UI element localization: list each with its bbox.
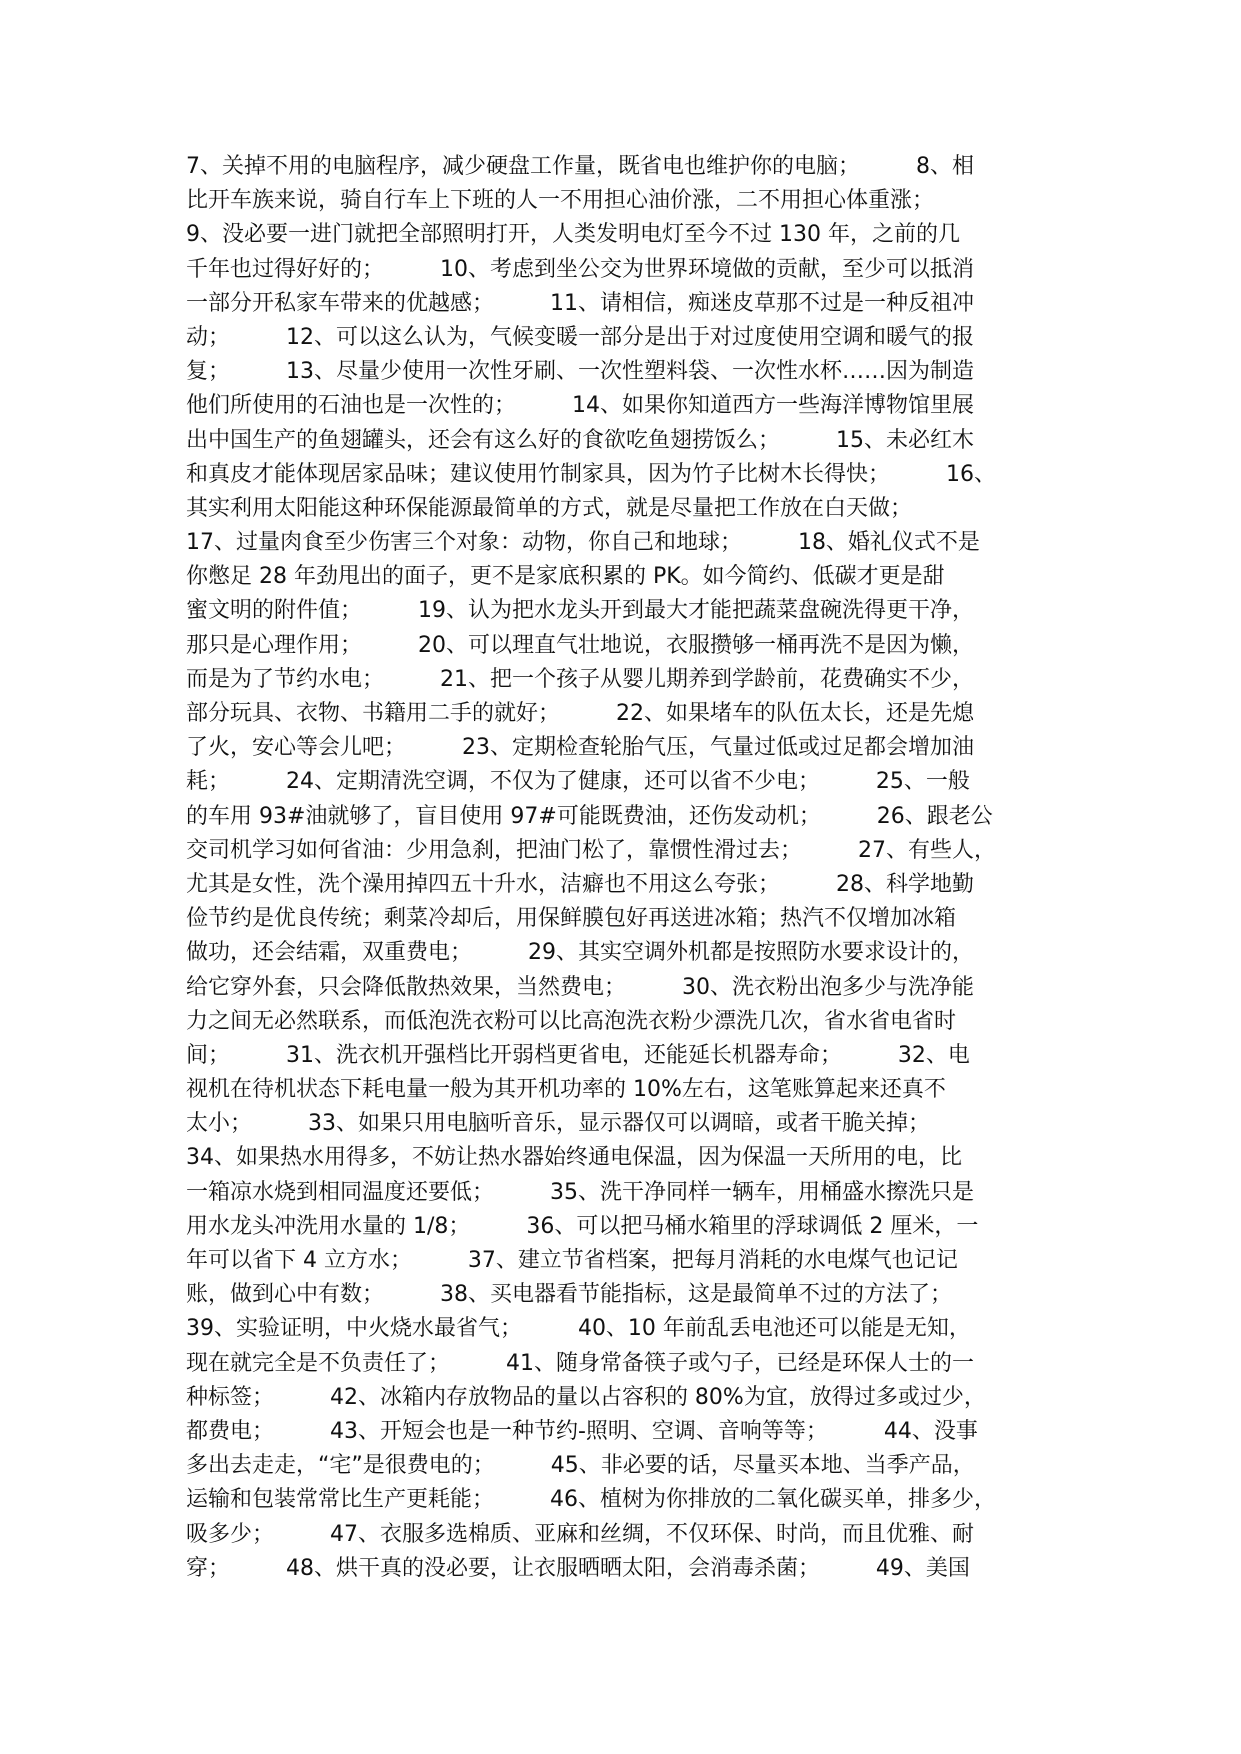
text-line: 都费电； 43、开短会也是一种节约-照明、空调、音响等等； 44、没事 [186, 1418, 978, 1444]
text-line: 9、没必要一进门就把全部照明打开，人类发明电灯至今不过 130 年，之前的几 [186, 222, 960, 248]
text-line: 用水龙头冲洗用水量的 1/8； 36、可以把马桶水箱里的浮球调低 2 厘米，一 [186, 1213, 979, 1239]
text-line: 尤其是女性，洗个澡用掉四五十升水，洁癖也不用这么夸张； 28、科学地勤 [186, 871, 974, 897]
text-line: 交司机学习如何省油：少用急刹，把油门松了，靠惯性滑过去； 27、有些人， [186, 837, 996, 863]
text-line: 俭节约是优良传统；剩菜冷却后，用保鲜膜包好再送进冰箱；热汽不仅增加冰箱 [186, 906, 957, 932]
text-line: 34、如果热水用得多，不妨让热水器始终通电保温，因为保温一天所用的电，比 [186, 1145, 962, 1171]
text-line: 种标签； 42、冰箱内存放物品的量以占容积的 80%为宜，放得过多或过少， [186, 1384, 986, 1410]
text-line: 一箱凉水烧到相同温度还要低； 35、洗干净同样一辆车，用桶盛水擦洗只是 [186, 1179, 974, 1205]
text-line: 年可以省下 4 立方水； 37、建立节省档案，把每月消耗的水电煤气也记记 [186, 1248, 958, 1273]
text-line: 账，做到心中有数； 38、买电器看节能指标，这是最简单不过的方法了； [186, 1282, 952, 1308]
text-line: 复； 13、尽量少使用一次性牙刷、一次性塑料袋、一次性水杯……因为制造 [186, 359, 974, 385]
text-line: 和真皮才能体现居家品味；建议使用竹制家具，因为竹子比树木长得快； 16、 [186, 461, 996, 487]
text-line: 17、过量肉食至少伤害三个对象：动物，你自己和地球； 18、婚礼仪式不是 [186, 530, 980, 556]
text-line: 比开车族来说，骑自行车上下班的人一不用担心油价涨，二不用担心体重涨； [186, 188, 935, 214]
text-line: 一部分开私家车带来的优越感； 11、请相信，痴迷皮草那不过是一种反祖冲 [186, 290, 974, 316]
text-line: 蜜文明的附件值； 19、认为把水龙头开到最大才能把蔬菜盘碗洗得更干净， [186, 598, 974, 624]
text-line: 耗； 24、定期清洗空调，不仅为了健康，还可以省不少电； 25、一般 [186, 769, 970, 795]
text-line: 其实利用太阳能这种环保能源最简单的方式，就是尽量把工作放在白天做； [186, 495, 913, 521]
text-line: 动； 12、可以这么认为，气候变暖一部分是出于对过度使用空调和暖气的报 [186, 324, 974, 350]
text-line: 的车用 93#油就够了，盲目使用 97#可能既费油，还伤发动机； 26、跟老公 [186, 803, 993, 829]
body-text [186, 150, 1066, 1586]
text-line: 视机在待机状态下耗电量一般为其开机功率的 10%左右，这笔账算起来还真不 [186, 1077, 946, 1103]
text-line: 给它穿外套，只会降低散热效果，当然费电； 30、洗衣粉出泡多少与洗净能 [186, 974, 974, 1000]
text-line: 力之间无必然联系，而低泡洗衣粉可以比高泡洗衣粉少漂洗几次，省水省电省时 [186, 1008, 957, 1034]
text-line: 间； 31、洗衣机开强档比开弱档更省电，还能延长机器寿命； 32、电 [186, 1042, 970, 1068]
text-line: 太小； 33、如果只用电脑听音乐，显示器仅可以调暗，或者干脆关掉； [186, 1111, 930, 1137]
text-line: 做功，还会结霜，双重费电； 29、其实空调外机都是按照防水要求设计的， [186, 940, 974, 966]
text-line: 多出去走走，“宅”是很费电的； 45、非必要的话，尽量买本地、当季产品， [186, 1453, 975, 1479]
text-line: 7、关掉不用的电脑程序，减少硬盘工作量，既省电也维护你的电脑； 8、相 [186, 154, 974, 179]
text-line: 穿； 48、烘干真的没必要，让衣服晒晒太阳，会消毒杀菌； 49、美国 [186, 1555, 970, 1581]
text-line: 而是为了节约水电； 21、把一个孩子从婴儿期养到学龄前，花费确实不少， [186, 666, 974, 692]
text-line: 千年也过得好好的； 10、考虑到坐公交为世界环境做的贡献，至少可以抵消 [186, 256, 974, 282]
text-line: 现在就完全是不负责任了； 41、随身常备筷子或勺子，已经是环保人士的一 [186, 1350, 974, 1376]
text-line: 吸多少； 47、衣服多选棉质、亚麻和丝绸，不仅环保、时尚，而且优雅、耐 [186, 1521, 974, 1547]
text-line: 运输和包装常常比生产更耗能； 46、植树为你排放的二氧化碳买单，排多少， [186, 1487, 996, 1513]
text-line: 那只是心理作用； 20、可以理直气壮地说，衣服攒够一桶再洗不是因为懒， [186, 632, 974, 658]
text-line: 了火，安心等会儿吧； 23、定期检查轮胎气压，气量过低或过足都会增加油 [186, 735, 974, 761]
text-line: 39、实验证明，中火烧水最省气； 40、10 年前乱丢电池还可以能是无知， [186, 1316, 971, 1342]
text-line: 他们所使用的石油也是一次性的； 14、如果你知道西方一些海洋博物馆里展 [186, 393, 974, 419]
text-line: 出中国生产的鱼翅罐头，还会有这么好的食欲吃鱼翅捞饭么； 15、未必红木 [186, 427, 974, 453]
text-line: 你憋足 28 年劲甩出的面子，更不是家底积累的 PK。如今简约、低碳才更是甜 [186, 564, 945, 590]
text-line: 部分玩具、衣物、书籍用二手的就好； 22、如果堵车的队伍太长，还是先熄 [186, 701, 974, 726]
